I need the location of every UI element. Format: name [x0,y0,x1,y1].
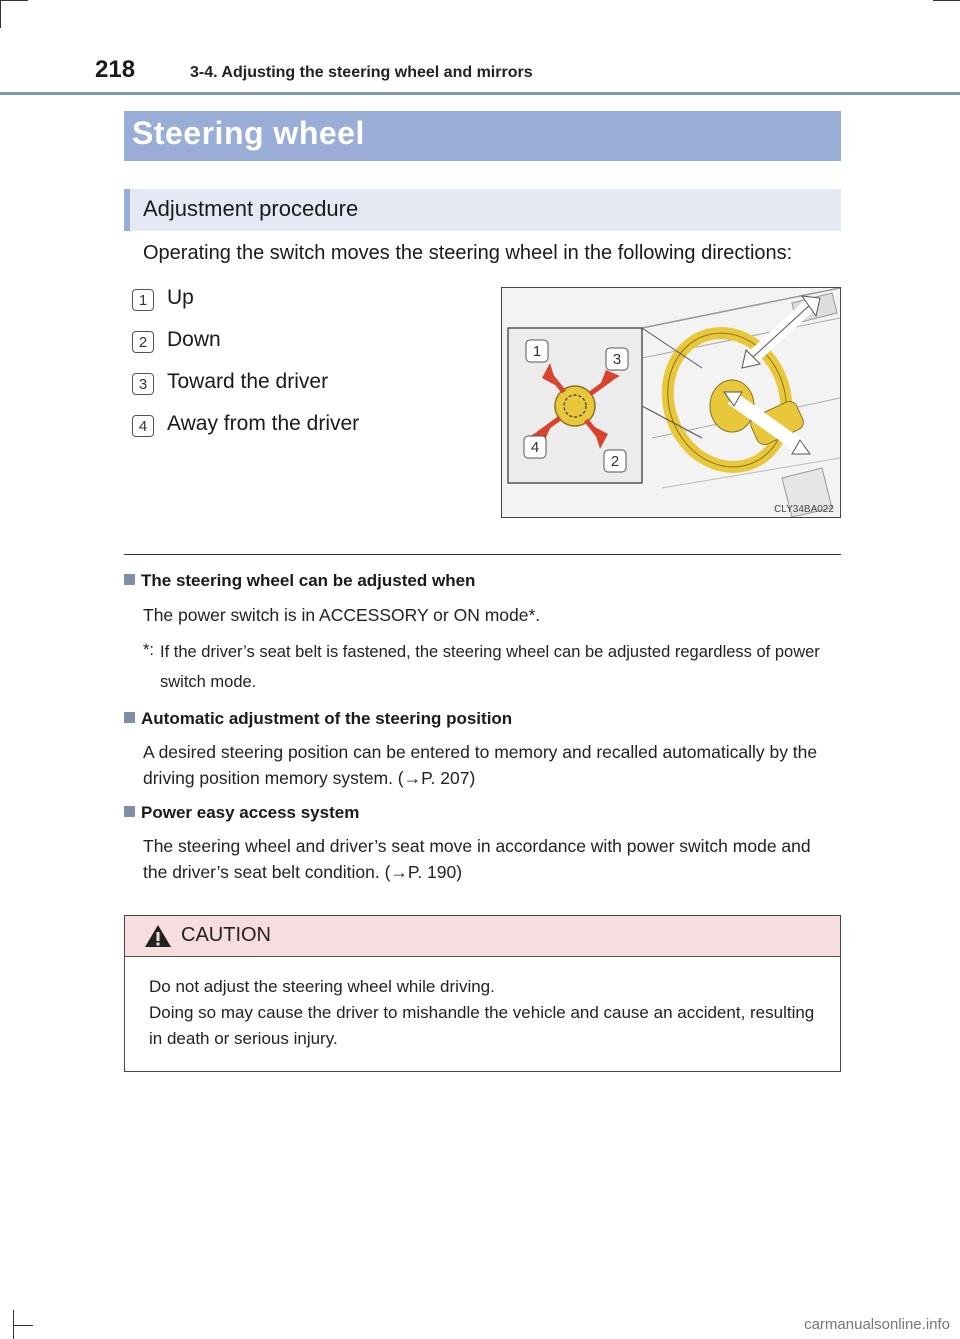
note-text: The steering wheel and driver’s seat move in accordance with power switch mode and the driver’s seat belt condition. (→P. 190) [143,836,811,882]
note-heading [124,709,512,729]
callout-label: 3 [612,351,622,368]
crop-mark [933,0,960,1]
section-title-bar [124,111,841,161]
callout-label: 2 [610,453,620,470]
note-text: A desired steering position can be entered to memory and recalled automatically by the driving position memory system. (→P. 207) [143,742,818,788]
crop-mark [13,1325,33,1326]
footer-watermark: carmanualsonline.info [804,1316,950,1333]
footnote [143,637,843,697]
subsection-bar [124,189,841,231]
steering-illustration [501,287,841,518]
caution-title: CAUTION [181,924,271,946]
chapter-title: 3-4. Adjusting the steering wheel and mirrors [190,64,533,81]
section-title: Steering wheel [132,115,365,151]
subsection-title: Adjustment procedure [143,196,359,221]
step-label: Up [167,286,194,309]
note-heading-text: The steering wheel can be adjusted when [141,571,476,590]
callout-label: 1 [532,343,542,360]
header-rule [0,92,960,95]
note-heading-text: Automatic adjustment of the steering position [141,709,513,728]
step-label: Down [167,328,221,351]
note-text: The power switch is in ACCESSORY or ON mode*. [143,605,541,625]
note-heading [124,803,359,823]
intro-text: Operating the switch moves the steering wheel in the following directions: [143,242,793,264]
section-divider [124,554,841,555]
step-number: 3 [132,373,154,395]
step-number: 4 [132,415,154,437]
step-label: Toward the driver [167,370,329,393]
footnote-mark: *: [143,641,155,659]
crop-mark [0,0,1,28]
square-bullet-icon [124,806,135,817]
note-heading [124,571,475,591]
steering-wheel-diagram [502,288,840,517]
square-bullet-icon [124,574,135,585]
page-number: 218 [95,56,136,83]
callout-label: 4 [530,439,540,456]
step-number: 1 [132,289,154,311]
crop-mark [0,0,28,1]
caution-header [125,916,840,957]
caution-line: Doing so may cause the driver to mishandle the vehicle and cause an accident, resulting in death or serious injury. [149,1003,815,1048]
warning-triangle-icon [143,923,173,949]
step-label: Away from the driver [167,412,360,435]
caution-line: Do not adjust the steering wheel while driving. [149,977,495,996]
caution-box [124,915,841,1072]
note-heading-text: Power easy access system [141,803,360,822]
footnote-text: If the driver’s seat belt is fastened, the steering wheel can be adjusted regardless of power switch mode. [160,643,820,691]
caution-text [149,974,829,1052]
figure-code: CLY34BA022 [774,504,834,515]
square-bullet-icon [124,712,135,723]
page-header [0,54,960,94]
step-number: 2 [132,331,154,353]
